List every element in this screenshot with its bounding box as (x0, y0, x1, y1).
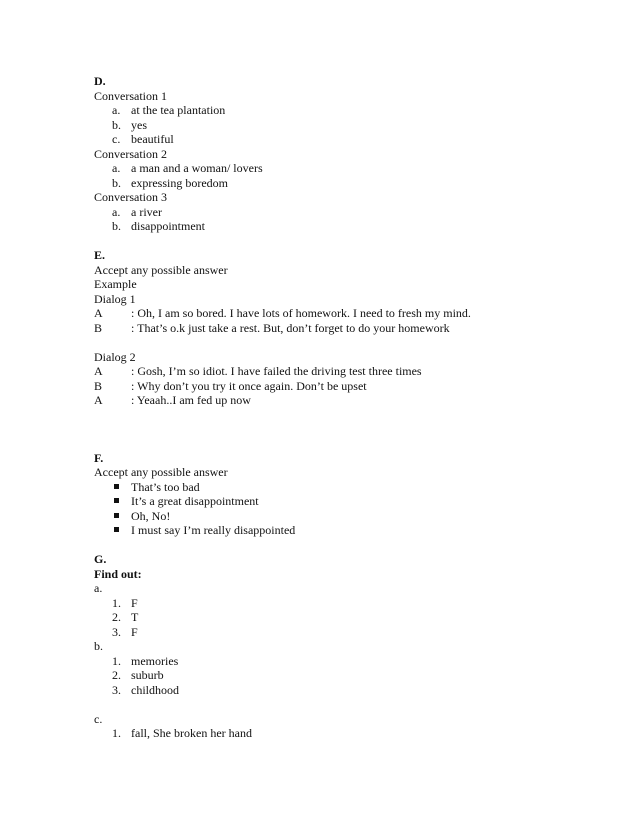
find-out-subheading: Find out: (94, 566, 142, 581)
speaker-label: A (94, 364, 103, 378)
section-d-heading: D. (94, 74, 106, 88)
item-marker: c. (112, 132, 121, 146)
square-bullet-icon (114, 484, 119, 489)
item-text: suburb (131, 668, 164, 682)
dialog-line (94, 306, 614, 321)
bullet-text: I must say I’m really disappointed (131, 523, 296, 537)
item-marker: b. (112, 175, 121, 190)
list-item (94, 176, 614, 191)
item-marker: 2. (112, 610, 121, 624)
item-text: F (131, 624, 138, 639)
item-text: fall, She broken her hand (131, 726, 252, 740)
list-item (94, 668, 614, 683)
part-a-label: a. (94, 581, 103, 595)
bullet-item (94, 480, 614, 495)
section-f-note: Accept any possible answer (94, 465, 228, 479)
list-item (94, 118, 614, 133)
spacer (94, 408, 614, 451)
dialog-text: : Why don’t you try it once again. Don’t be upset (131, 378, 367, 393)
list-item (94, 610, 614, 625)
item-text: memories (131, 653, 179, 668)
square-bullet-icon (114, 498, 119, 503)
dialog-2-title: Dialog 2 (94, 349, 136, 364)
bullet-item (94, 523, 614, 538)
spacer (94, 538, 614, 553)
item-text: a river (131, 204, 162, 219)
list-item (94, 205, 614, 220)
section-g-heading: G. (94, 552, 107, 566)
spacer (94, 697, 614, 712)
conversation-3-title: Conversation 3 (94, 190, 167, 204)
dialog-text: : That’s o.k just take a rest. But, don’t forget to do your homework (131, 320, 450, 335)
section-f-heading: F. (94, 450, 104, 465)
conversation-1-title: Conversation 1 (94, 88, 167, 103)
speaker-label: A (94, 393, 103, 407)
item-marker: 1. (112, 726, 121, 740)
speaker-label: B (94, 320, 103, 335)
section-e-note: Accept any possible answer (94, 262, 228, 277)
dialog-text: : Gosh, I’m so idiot. I have failed the driving test three times (131, 364, 422, 378)
item-text: childhood (131, 682, 179, 697)
item-marker: a. (112, 204, 121, 219)
bullet-text: It’s a great disappointment (131, 494, 259, 508)
dialog-text: : Oh, I am so bored. I have lots of homework. I need to fresh my mind. (131, 306, 471, 320)
item-marker: 3. (112, 682, 121, 697)
dialog-line (94, 379, 614, 394)
item-marker: b. (112, 117, 121, 132)
item-marker: 1. (112, 595, 121, 610)
list-item (94, 654, 614, 669)
item-text: yes (131, 117, 147, 132)
dialog-line (94, 321, 614, 336)
list-item (94, 219, 614, 234)
part-c-label: c. (94, 711, 103, 726)
example-label: Example (94, 277, 137, 291)
list-item (94, 161, 614, 176)
list-item (94, 132, 614, 147)
item-text: a man and a woman/ lovers (131, 161, 263, 175)
list-item (94, 103, 614, 118)
bullet-item (94, 494, 614, 509)
item-marker: a. (112, 161, 121, 175)
square-bullet-icon (114, 513, 119, 518)
item-text: F (131, 595, 138, 610)
bullet-item (94, 509, 614, 524)
bullet-text: Oh, No! (131, 508, 171, 523)
dialog-1-title: Dialog 1 (94, 291, 136, 306)
bullet-text: That’s too bad (131, 479, 200, 494)
item-marker: a. (112, 103, 121, 117)
item-marker: 3. (112, 624, 121, 639)
speaker-label: B (94, 378, 103, 393)
document-page (94, 74, 614, 741)
dialog-line (94, 393, 614, 408)
list-item (94, 726, 614, 741)
item-text: expressing boredom (131, 175, 228, 190)
list-item (94, 683, 614, 698)
dialog-line (94, 364, 614, 379)
item-text: beautiful (131, 132, 174, 146)
square-bullet-icon (114, 527, 119, 532)
item-text: disappointment (131, 219, 205, 233)
list-item (94, 596, 614, 611)
item-text: T (131, 610, 139, 624)
item-marker: b. (112, 219, 121, 233)
section-e-heading: E. (94, 248, 106, 262)
speaker-label: A (94, 306, 103, 320)
item-marker: 2. (112, 668, 121, 682)
dialog-text: : Yeaah..I am fed up now (131, 393, 251, 407)
spacer (94, 335, 614, 350)
part-b-label: b. (94, 639, 103, 653)
item-text: at the tea plantation (131, 103, 226, 117)
spacer (94, 234, 614, 249)
conversation-2-title: Conversation 2 (94, 146, 167, 161)
item-marker: 1. (112, 653, 121, 668)
list-item (94, 625, 614, 640)
